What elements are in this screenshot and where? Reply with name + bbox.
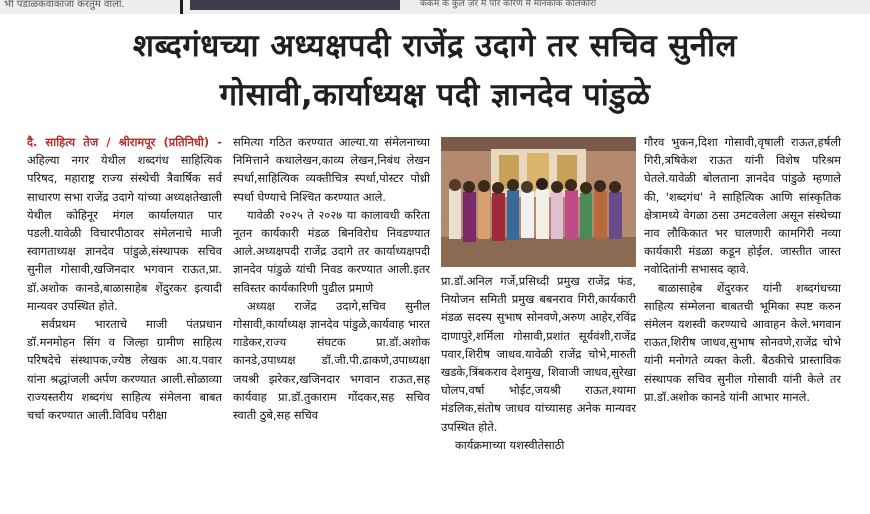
- paragraph: गौरव भुकन,दिशा गोसावी,वृषाली राऊत,हर्षली गिरी,त्रषिकेश राऊत यांनी विशेष परिश्रम घेतले.यावेळी बोलताना ज्ञानदेव पांडुळे म्हणाले की, 'शब्दगंध' ने साहित्यिक आणि सांस्कृतिक क्षेत्रामध्ये वेगळा ठसा उमटवलेला असून संस्थेच्या नाव लौकिकात भर घालणारी कामगिरी नव्या कार्यकारी मंडळा कडून होईल. जास्तीत जास्त नवोदितांनी सभासद व्हावे.: [644, 135, 841, 277]
- paragraph: अध्यक्ष राजेंद्र उदागे,सचिव सुनील गोसावी,कार्याध्यक्ष ज्ञानदेव पांडुळे,कार्यवाह भारत गाडेकर,राज्य संघटक प्रा.डॉ.अशोक कानडे,उपाध्यक्ष डॉ.जी.पी.ढाकणे,उपाध्यक्षा जयश्री झरेकर,खजिनदार भगवान राऊत,सह कार्यवाह प्रा.डॉ.तुकाराम गोंदकर,सह सचिव स्वाती ठुबे,सह सचिव: [233, 298, 430, 423]
- top-strip-right-text: ककम के कुल ज़र मैं पोर कोरण में मानकाक कोलकोरा: [420, 0, 597, 9]
- paragraph: प्रा.डॉ.अनिल गर्जे,प्रसिध्दी प्रमुख राजेंद्र फंड, नियोजन समिती प्रमुख बबनराव गिरी,कार्यकारी मंडळ सदस्य सुभाष सोनवणे,अरुण आहेर,रविंद्र दाणापुरे,शर्मिला गोसावी,प्रशांत सूर्यवंशी,राजेंद्र पवार,शिरीष जाधव.यावेळी राजेंद्र चोभे,मारुती खडके,त्रिंबकराव देशमुख, शिवाजी जाधव,सुरेखा घोलप,वर्षा भोईट,जयश्री राऊत,श्यामा मंडलिक,संतोष जाधव यांच्यासह अनेक मान्यवर उपस्थित होते.: [441, 274, 636, 434]
- paragraph: [27, 133, 222, 315]
- top-strip-left-text: भी पडाळकवाकाजा करतुम वाला.: [4, 0, 125, 10]
- group-photo: [441, 137, 636, 267]
- article-column-1: [27, 133, 222, 514]
- article-column-2: [233, 133, 430, 514]
- headline-line-1: शब्दगंधच्या अध्यक्षपदी राजेंद्र उदागे तर सचिव सुनील: [132, 28, 738, 64]
- headline: [0, 22, 870, 120]
- paragraph: बाळासाहेब शेंदुरकर यांनी शब्दगंधच्या साहित्य संम्मेलना बाबतची भूमिका स्पष्ट करुन संमेलन यशस्वी करण्याचे आवाहन केले.भगवान राऊत,शिरीष जाधव,सुभाष सोनवणे,राजेंद्र चोभे यांनी मनोगते व्यक्त केली. बैठकीचे प्रास्ताविक संस्थापक सचिव सुनील गोसावी यांनी केले तर प्रा.डॉ.अशोक कानडे यांनी आभार मानले.: [644, 280, 841, 404]
- headline-line-2: गोसावी,कार्याध्यक्ष पदी ज्ञानदेव पांडुळे: [219, 77, 651, 113]
- article-column-3: [441, 272, 636, 514]
- paragraph: यावेळी २०२५ ते २०२७ या कालावधी करिता नूतन कार्यकारी मंडळ बिनविरोध निवडण्यात आले.अध्यक्षपदी राजेंद्र उदागे तर कार्याध्यक्षपदी ज्ञानदेव पांडुळे यांची निवड करण्यात आली.इतर सविस्तर कार्यकारिणी पुढील प्रमाणे: [233, 207, 430, 295]
- paragraph: सर्वप्रथम भारताचे माजी पंतप्रधान डॉ.मनमोहन सिंग व जिल्हा ग्रामीण साहित्य परिषदेचे संस्थापक,ज्येष्ठ लेखक आ.य.पवार यांना श्रद्धांजली अर्पण करण्यात आली.सोळाव्या राज्यस्तरीय शब्दगंध साहित्य संमेलना बाबत चर्चा करण्यात आली.विविध परीक्षा: [27, 317, 222, 423]
- paragraph: कार्यक्रमाच्या यशस्वीतेसाठी: [455, 437, 565, 452]
- paragraph: समित्या गठित करण्यात आल्या.या संमेलनाच्या निमित्ताने कथालेखन,काव्य लेखन,निबंध लेखन स्पर्धा,साहित्यिक व्यक्तीचित्र स्पर्धा,पोस्टर पोथ्री स्पर्धा घेण्याचे निश्चित करण्यात आले.: [233, 135, 430, 204]
- paragraph-text: अहिल्या नगर येथील शब्दगंध साहित्यिक परिषद, महाराष्ट्र राज्य संस्थेची त्रैवार्षिक सर्व साधारण सभा राजेंद्र उदागे यांच्या अध्यक्षतेखाली येथील कोहिनूर मंगल कार्यालयात पार पडली.यावेळी विचारपीठावर संमेलनाचे माजी स्वागताध्यक्ष ज्ञानदेव पांडुळे,संस्थापक सचिव सुनील गोसावी,खजिनदार भगवान राऊत,प्रा. डॉ.अशोक कानडे,बाळासाहेब शेंदुरकर इत्यादी मान्यवर उपस्थित होते.: [27, 153, 222, 313]
- group-photo-icon: [441, 137, 636, 267]
- top-strip-image: [190, 0, 400, 10]
- dateline: दै. साहित्य तेज / श्रीरामपूर (प्रतिनिधी) -: [27, 135, 222, 149]
- top-strip-divider: [180, 0, 183, 14]
- top-strip: [0, 0, 870, 14]
- article-column-4: [644, 133, 841, 514]
